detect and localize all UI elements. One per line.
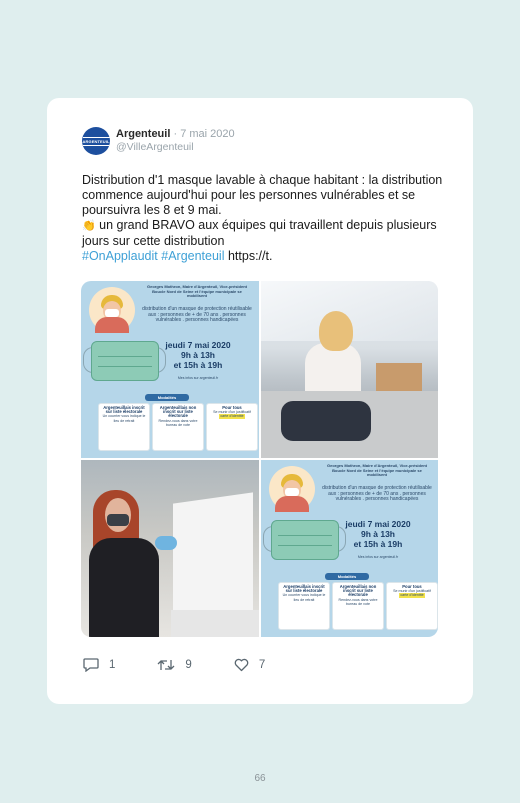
mask-illustration: [271, 520, 339, 560]
flyer-hours-1: 9h à 13h: [180, 350, 216, 360]
tweet-text-body2: un grand BRAVO aux équipes qui travaillent depuis plusieurs jours sur cette distribution: [82, 218, 437, 248]
photo-paper-sheet: [173, 492, 253, 623]
tweet-date[interactable]: 7 mai 2020: [180, 128, 235, 140]
photo-mask-pile: [281, 401, 371, 441]
author-name[interactable]: Argenteuil: [116, 128, 171, 140]
author-handle[interactable]: @VilleArgenteuil: [116, 141, 194, 153]
flyer-small-info: Mes infos sur argenteuil.fr: [177, 376, 219, 380]
flyer-box-2: [332, 582, 384, 630]
media-photo-volunteer-redhead[interactable]: [81, 460, 259, 637]
flyer-box-1-text: Un courrier vous indique le lieu de retrait: [282, 593, 326, 602]
tweet-text-line3: [82, 249, 452, 264]
tweet-card: [47, 98, 473, 704]
tweet-actions: [83, 657, 307, 672]
flyer-hours-2: et 15h à 19h: [173, 360, 223, 370]
heart-icon: [234, 658, 249, 672]
like-button[interactable]: [234, 657, 265, 672]
media-grid: [81, 281, 438, 637]
retweet-icon: [157, 658, 175, 672]
flyer-small-info: Mes infos sur argenteuil.fr: [357, 555, 399, 559]
flyer-date-line: jeudi 7 mai 2020: [165, 340, 231, 350]
photo-paper-stack: [171, 610, 259, 637]
flyer-box-2: [152, 403, 204, 451]
media-flyer-1[interactable]: [81, 281, 259, 458]
flyer-box-3-title: Pour tous: [402, 584, 422, 589]
reply-button[interactable]: [83, 657, 115, 672]
illustration-small-mask: [105, 309, 119, 317]
photo-blue-glove: [155, 536, 177, 550]
flyer-hours-2: et 15h à 19h: [353, 539, 403, 549]
flyer-modalites: Modalités: [325, 573, 369, 580]
photo-person-mask: [107, 514, 129, 526]
illustration-shirt: [275, 496, 309, 512]
media-photo-volunteer-blonde[interactable]: [261, 281, 438, 458]
flyer-box-3: [386, 582, 438, 630]
flyer-header: Georges Mothron, Maire d'Argenteuil, Vice-président Boucle Nord de Seine et l'équipe municipale se mobilisent: [146, 284, 247, 299]
tweet-text: [82, 173, 452, 264]
reply-icon: [83, 657, 99, 672]
author-row: [116, 128, 235, 140]
flyer-box-3-highlight: carte d'identité: [220, 414, 244, 419]
flyer-box-2-title: Argenteuillais non inscrit sur liste électorale: [159, 405, 197, 419]
flyer-box-1-title: Argenteuillais inscrit sur liste électorale: [283, 584, 325, 594]
flyer-distribution: distribution d'un masque de protection réutilisable aux : personnes de + de 70 ans . personnes vulnérables . personnes handicapées: [142, 306, 252, 324]
flyer-box-3-highlight: carte d'identité: [400, 593, 424, 598]
hashtag-onapplaudit[interactable]: #OnApplaudit: [82, 249, 158, 263]
photo-person-head: [319, 311, 353, 351]
flyer-box-1-text: Un courrier vous indique le lieu de retrait: [102, 414, 146, 423]
retweet-count: 9: [185, 658, 192, 671]
flyer-box-3: [206, 403, 258, 451]
flyer-box-3-text: Se munir d'un justificatif: [213, 410, 251, 415]
illustration-shirt: [95, 317, 129, 333]
flyer-box-3-title: Pour tous: [222, 405, 242, 410]
flyer-hours-1: 9h à 13h: [360, 529, 396, 539]
clapping-hands-icon: 👏: [82, 220, 96, 232]
tweet-link[interactable]: https://t.: [227, 249, 273, 263]
flyer-modalites: Modalités: [145, 394, 189, 401]
flyer-distribution: distribution d'un masque de protection réutilisable aux : personnes de + de 70 ans . personnes vulnérables . personnes handicapées: [322, 485, 432, 503]
flyer-date-line: jeudi 7 mai 2020: [345, 519, 411, 529]
tweet-text-line1: Distribution d'1 masque lavable à chaque habitant : la distribution commence aujourd'hui pour les personnes vulnérables et se poursuivra les 8 et 9 mai.: [82, 173, 443, 217]
flyer-box-2-title: Argenteuillais non inscrit sur liste électorale: [339, 584, 377, 598]
page-number: 66: [254, 773, 266, 784]
illustration-small-mask: [285, 488, 299, 496]
tweet-text-line2: [82, 218, 452, 249]
flyer-box-1-title: Argenteuillais inscrit sur liste électorale: [103, 405, 145, 415]
flyer-box-1: [278, 582, 330, 630]
avatar-logo-text: ARGENTEUIL: [82, 138, 110, 144]
retweet-button[interactable]: [157, 657, 191, 672]
flyer-box-2-text: Rendez-vous dans votre bureau de vote: [338, 597, 378, 606]
hashtag-argenteuil[interactable]: #Argenteuil: [161, 249, 225, 263]
media-flyer-2[interactable]: [261, 460, 438, 637]
flyer-box-3-text: Se munir d'un justificatif: [393, 589, 431, 594]
flyer-box-1: [98, 403, 150, 451]
flyer-header: Georges Mothron, Maire d'Argenteuil, Vice-président Boucle Nord de Seine et l'équipe municipale se mobilisent: [326, 463, 427, 478]
mask-illustration: [91, 341, 159, 381]
photo-person-top: [89, 538, 159, 637]
reply-count: 1: [109, 658, 116, 671]
avatar[interactable]: [82, 127, 110, 155]
separator: ·: [173, 128, 178, 140]
like-count: 7: [258, 658, 266, 671]
flyer-box-2-text: Rendez-vous dans votre bureau de vote: [158, 418, 198, 427]
